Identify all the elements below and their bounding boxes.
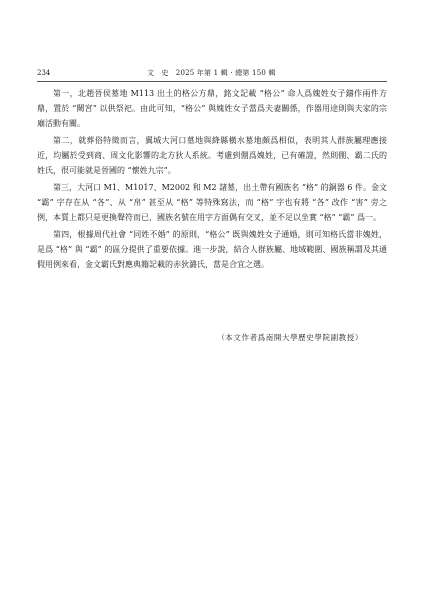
page-header bbox=[37, 68, 387, 80]
header-rule bbox=[37, 81, 387, 82]
paragraph-2: 第二，就葬俗特徵而言，翼城大河口墓地與絳縣橫水墓地頗爲相似，表明其人群族屬理應接近，均屬於受到商、周文化影響的北方狄人系統。考慮到倗爲媿姓，已有確證，然則倗、霸二氏的姓氏，很可能就是晉國的 “懷姓九宗”。 bbox=[37, 136, 387, 176]
paragraph-1: 第一，北趙晉侯墓地 M113 出土的格公方鼎，銘文記載 “格公” 命人爲媿姓女子鑄作兩件方鼎，置於 “闕宮” 以供祭祀。由此可知，“格公” 與媿姓女子當爲夫妻關係，作器用途則與夫家的宗廟活動有關。 bbox=[37, 89, 387, 129]
running-head: 文 史 2025 年第 1 輯 · 總第 150 輯 bbox=[147, 69, 276, 77]
paragraph-3: 第三，大河口 M1、M1017、M2002 和 M2 諸墓，出土帶有國族名 “格” 的銅器 6 件。金文 “霸” 字存在从 “各”、从 “帛” 甚至从 “格” 等特殊寫法，而 “格” 字也有將 “各” 改作 “害” 旁之例，本質上都只是更換聲符而已，國族名號在用字方面偶有交叉，並不足以坐實 “格” “霸” 爲一。 bbox=[37, 183, 387, 223]
page-number: 234 bbox=[37, 69, 51, 77]
author-note: （本文作者爲南開大學歷史學院副教授） bbox=[217, 333, 363, 342]
body-text bbox=[37, 86, 387, 274]
paragraph-4: 第四，根據周代社會 “同姓不婚” 的原則，“格公” 既與媿姓女子通婚，則可知格氏當非媿姓，是爲 “格” 與 “霸” 的區分提供了重要依據。進一步說，結合人群族屬、地域範圍、國族稱謂及其通假用例來看，金文霸氏對應典籍記載的赤狄潞氏，當是合宜之選。 bbox=[37, 230, 387, 270]
